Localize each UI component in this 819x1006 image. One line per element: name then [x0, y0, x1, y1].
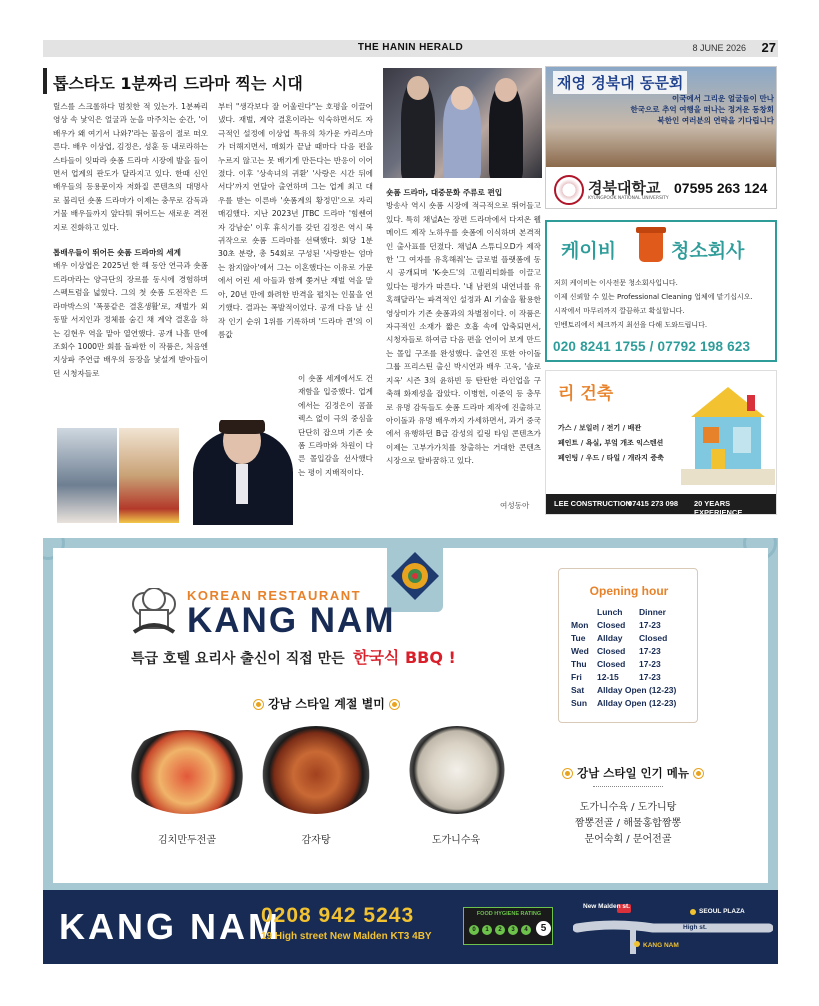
construction-title: 리 건축: [558, 384, 614, 404]
flower-dot-icon: [254, 700, 263, 709]
popular-menu-title: 강남 스타일 인기 메뉴: [558, 765, 708, 781]
popular-menu-item: 짬뽕전골 / 해물홍합짬뽕: [574, 818, 682, 829]
popular-menu-item: 문어숙회 / 문어전골: [584, 834, 672, 845]
restaurant-footer-name: KANG NAM: [59, 906, 281, 947]
hours-row: Wed Closed 17-23: [571, 646, 661, 656]
newspaper-title: THE HANIN HERALD: [357, 42, 464, 53]
map-plaza-label: SEOUL PLAZA: [699, 908, 745, 915]
university-name-en: KYUNGPOOK NATIONAL UNIVERSITY: [588, 196, 669, 201]
article-paragraph: 방송사 역시 숏폼 시장에 적극적으로 뛰어들고 있다. 특히 채널A는 장편 드라마에서 다져온 웰메이드 제작 노하우를 숏폼에 이식하며 본격적인 출사표를 던졌다. 채널A 스튜디오D가 제작한 '그 여자를 유혹해줘'는 글로벌 플랫폼에 동시 공개되며 'K-숏드'의 고퀄리티화를 이끌고 있다는 평가가 따른다. '내 남편의 내연녀를 유혹해달라'는 파격적인 설정과 AI 기술을 활용한 영상미가 기존 숏폼과의 차별점이다. 이 작품은 자극적인 소재가 짧은 호흡 속에 압축되면서, 시청자들로 하여금 다음 편을 연이어 보게 만드는 몰입 구조를 완성했다. 출연진 또한 아이돌 그룹 프리스틴 출신 박시연과 배우 고욱, '솔로지옥' 시즌 3의 윤하빈 등 탄탄한 라인업을 구축해 화제성을 잡았다. 이병헌, 이준익 등 충무로 유명 감독들도 숏폼 드라마 제작에 진출하고 아이돌과 유명 배우까지 가세하면서, 과거 중국에서 유행하던 B급 감성의 킬링 타임 콘텐츠가 이제는 고부가가치를 창출하는 거대한 콘텐츠 시장으로 탈바꿈하고 있다.: [386, 201, 541, 466]
article-column-3: [386, 186, 541, 516]
construction-ad: [545, 370, 777, 515]
flower-dot-icon: [390, 700, 399, 709]
hygiene-scale-circle: 3: [508, 925, 518, 935]
restaurant-ad: [43, 538, 778, 890]
alumni-association-ad: [545, 66, 777, 209]
opening-hours-card: [558, 568, 698, 723]
article-headline: 톱스타도 1분짜리 드라마 찍는 시대: [53, 74, 303, 93]
chef-hat-icon: [128, 588, 180, 636]
flower-dot-icon: [694, 769, 703, 778]
article-paragraph: 배우 이상엽은 2025년 한 해 동안 연극과 숏폼 드라마라는 양극단의 장르를 동시에 경험하며 스펙트럼을 넓혔다. 그의 첫 숏폼 도전작은 드라마박스의 '폭풍같은 결혼생활'로, 재벌가 외동딸 서지인과 정체를 숨긴 채 계약 결혼을 하는 김현우 역을 맡아 열연했다. 공개 나흘 만에 조회수 1000만 회를 돌파한 이 작품은, 처음엔 지상파 주연급 배우의 등장을 낯설게 받아들이던 시청자들로: [53, 261, 208, 378]
article-column-2: [218, 100, 373, 370]
kimchi-dumpling-hotpot-photo: [123, 730, 251, 814]
construction-company: LEE CONSTRUCTION: [554, 499, 632, 508]
alumni-line: 이국에서 그리운 얼굴들이 만나: [671, 94, 774, 103]
gamjatang-photo: [258, 726, 374, 814]
page-number: 27: [761, 40, 776, 55]
cleaning-company-tag: 청소회사: [671, 240, 745, 262]
page-header: [43, 40, 778, 57]
map-shop-label: KANG NAM: [643, 942, 679, 949]
article-subheading: 숏폼 드라마, 대중문화 주류로 편입: [386, 188, 503, 197]
hours-row: Mon Closed 17-23: [571, 620, 661, 630]
article-paragraph: 부터 "생각보다 잘 어울린다"는 호평을 이끌어냈다. 재벌, 계약 결혼이라는 익숙하면서도 자극적인 설정에 이상엽 특유의 차가운 카리스마가 더해지면서, 매회가 끝날 때마다 다음 편을 누르지 않고는 못 배기게 만든다는 반응이 이어졌다. 이후 '상속녀의 귀환' '사랑은 시간 뒤에 서다'까지 연달아 출연하며 그는 업계 최고 대우를 받는 이른바 '숏폼계의 황정민'으로 자리매김했다. 지난 2023년 JTBC 드라마 '힘쎈여자 강남순' 이후 휴식기를 갖던 김정은 역시 복귀작으로 숏폼 드라마를 선택했다. 회당 1분 30초 분량, 총 54회로 구성된 '사랑받는 엄마는 참지않아'에서 그는 이혼했다는 이유로 가문에서 어린 세 아들과 함께 쫓겨난 재벌 역을 맡아, 20년 만에 화려한 반격을 펼치는 인물을 연기했다. 결과는 폭발적이었다. 공개 다음 날 신작 인기 순위 1위를 기록하며 '드라마 퀸'의 이름값: [218, 102, 373, 339]
hours-row: Fri 12-15 17-23: [571, 672, 661, 682]
alumni-line: 한국으로 추억 여행을 떠나는 정겨운 동창회: [630, 105, 774, 114]
construction-phone: 07415 273 098: [628, 499, 679, 508]
cleaning-phone: 020 8241 1755 / 07792 198 623: [553, 339, 751, 354]
cleaning-company-name: 케이비: [561, 240, 617, 262]
popular-menu-item: 도가니수육 / 도가니탕: [579, 802, 677, 813]
hygiene-scale-circle: 4: [521, 925, 531, 935]
trash-bin-icon: [639, 230, 663, 262]
map-station-label: New Malden st.: [583, 903, 630, 910]
cleaning-line: 저희 케이비는 이사전문 청소회사입니다.: [554, 279, 678, 287]
restaurant-address: 19 High street New Malden KT3 4BY: [261, 931, 432, 942]
hygiene-scale-circle: 2: [495, 925, 505, 935]
university-seal-icon: [554, 175, 584, 205]
university-name: 경북대학교: [588, 179, 661, 197]
location-map: [573, 898, 773, 958]
restaurant-panel: [53, 548, 768, 883]
construction-contact-bar: [546, 494, 777, 514]
headline-bar: [43, 68, 47, 94]
construction-line: 페인팅 / 우드 / 타일 / 개라지 증축: [558, 454, 664, 462]
cleaning-company-ad: [545, 220, 777, 362]
dish-label: 김치만두전골: [158, 835, 216, 846]
drama-posters-photo: [53, 420, 298, 525]
cleaning-line: 이제 신뢰할 수 있는 Professional Cleaning 업체에 맡기십시오.: [554, 293, 753, 301]
cleaning-line: 인벤토리에서 체크까지 최선을 다해 도와드립니다.: [554, 321, 708, 329]
dish-label: 도가니수육: [431, 835, 481, 846]
alumni-phone: 07595 263 124: [674, 180, 768, 196]
issue-date: 8 JUNE 2026: [692, 43, 746, 53]
hygiene-scale-circle: 1: [482, 925, 492, 935]
restaurant-phone: 0208 942 5243: [261, 904, 415, 927]
construction-line: 페인트 / 욕실, 부엌 개조 익스텐션: [558, 439, 664, 447]
drama-cast-photo: [383, 68, 542, 178]
restaurant-name: KANG NAM: [187, 601, 396, 640]
restaurant-bbq: 한국식 BBQ !: [353, 648, 456, 667]
opening-hours-title: Opening hour: [589, 584, 669, 598]
hours-row: Thu Closed 17-23: [571, 659, 661, 669]
article-paragraph: 릴스를 스크롤하다 멈칫한 적 있는가. 1분짜리 영상 속 낯익은 얼굴과 눈을 마주치는 순간, '이 배우가 왜 여기서 나와?'라는 물음이 절로 떠오른다. 배우 이상엽, 김정은, 성훈 등 내로라하는 스타들이 잇따라 숏폼 드라마 시장에 발을 들이면서 업계의 판도가 달라지고 있다. 한때 신인 배우들의 등용문이자 저화질 콘텐츠의 대명사로 불리던 숏폼 드라마가 이제는 충무로 감독과 거물 배우들까지 앞다퉈 뛰어드는 새로운 격전지로 진화하고 있다.: [53, 102, 208, 232]
dotted-divider: [593, 786, 663, 787]
hygiene-scale-circle: 0: [469, 925, 479, 935]
hours-header: Lunch Dinner: [597, 607, 666, 617]
alumni-title: 재영 경북대 동문회: [553, 71, 687, 94]
alumni-line: 북한인 여러분의 연락을 기다립니다: [657, 116, 774, 125]
dish-label: 감자탕: [301, 835, 331, 846]
flower-dot-icon: [563, 769, 572, 778]
hours-row: Sun Allday Open (12-23): [571, 698, 677, 708]
article-paragraph: 이 숏폼 세계에서도 건재함을 입증했다. 업계에서는 김정은이 콤플렉스 없이 극의 중심을 단단히 잡으며 기존 숏폼 드라마와 차원이 다른 몰입감을 선사했다는 평이 지배적이다.: [298, 374, 373, 477]
seasonal-menu-title: 강남 스타일 계절 별미: [249, 695, 404, 712]
article-subheading: 톱배우들이 뛰어든 숏폼 드라마의 세계: [53, 248, 181, 258]
suyuk-photo: [406, 726, 508, 814]
article-byline: 여성동아: [500, 501, 530, 510]
construction-line: 가스 / 보일러 / 전기 / 배관: [558, 424, 642, 432]
construction-experience: 20 YEARS EXPERIENCE: [694, 499, 743, 515]
restaurant-contact-bar: [43, 890, 778, 964]
house-illustration-icon: [681, 377, 775, 485]
restaurant-subtitle: KOREAN RESTAURANT: [187, 588, 362, 603]
restaurant-tagline: 특급 호텔 요리사 출신이 직접 만든: [131, 651, 345, 667]
hygiene-score: 5: [536, 921, 551, 936]
food-hygiene-rating-badge: FOOD HYGIENE RATING 0 1 2 3 4 5: [463, 907, 553, 945]
cleaning-line: 시작에서 마무리까지 깔끔하고 확실합니다.: [554, 307, 685, 315]
hours-row: Tue Allday Closed: [571, 633, 668, 643]
map-street-label: High st.: [683, 924, 707, 931]
hours-row: Sat Allday Open (12-23): [571, 685, 677, 695]
article-column-2-continued: [298, 372, 373, 512]
